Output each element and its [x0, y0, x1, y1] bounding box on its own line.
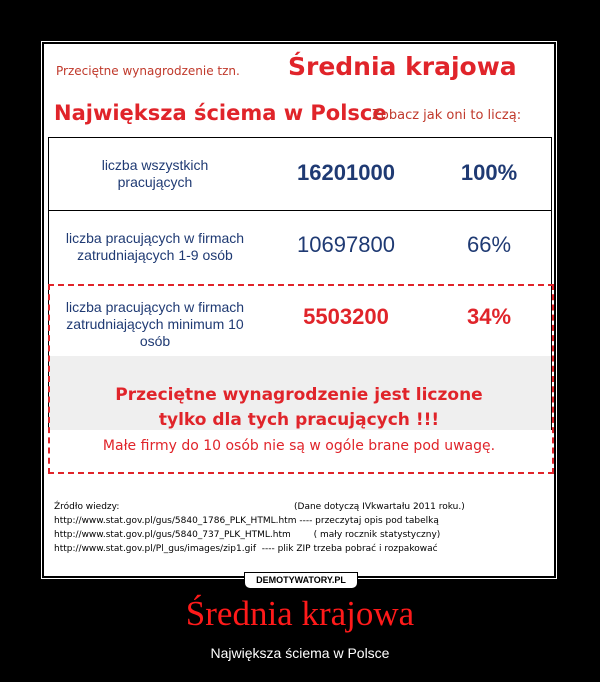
- poster-card: [44, 44, 554, 576]
- row-label: [49, 157, 261, 191]
- row-number: 16201000: [297, 160, 395, 185]
- notice-line3: Małe firmy do 10 osób nie są w ogóle brane pod uwagę.: [102, 438, 496, 454]
- watermark-badge: DEMOTYWATORY.PL: [244, 572, 358, 589]
- row-label-line: zatrudniających 1-9 osób: [77, 247, 233, 263]
- notice-line1: Przeciętne wynagrodzenie jest liczone: [115, 385, 483, 405]
- row-number: 10697800: [297, 232, 395, 257]
- row-number: 5503200: [303, 304, 389, 329]
- row-label: [49, 230, 261, 264]
- row-label-line: pracujących: [117, 174, 193, 190]
- row-percent: 100%: [460, 160, 518, 185]
- source-link[interactable]: http://www.stat.gov.pl/Pl_gus/images/zip1.gif ---- plik ZIP trzeba pobrać i rozpakować: [54, 544, 438, 554]
- caption-title: Średnia krajowa: [185, 594, 415, 633]
- row-label-line: liczba pracujących w firmach: [65, 299, 245, 315]
- header-subtitle: Przeciętne wynagrodzenie tzn.: [56, 64, 240, 78]
- caption-subtitle: Największa ściema w Polsce: [210, 645, 390, 661]
- header-see-how: Zobacz jak oni to liczą:: [372, 108, 522, 123]
- row-label-line: zatrudniających minimum 10: [66, 316, 244, 332]
- table-row: [49, 138, 551, 211]
- row-label-line: liczba wszystkich: [101, 157, 209, 173]
- row-label-line: liczba pracujących w firmach: [65, 230, 245, 246]
- row-percent: 66%: [466, 232, 512, 257]
- header-title: Największa ściema w Polsce: [54, 101, 387, 125]
- row-label-line: osób: [139, 333, 171, 349]
- table-row: [49, 211, 551, 283]
- source-link[interactable]: http://www.stat.gov.pl/gus/5840_1786_PLK_HTML.htm ---- przeczytaj opis pod tabelką: [54, 516, 439, 526]
- notice-line2: tylko dla tych pracujących !!!: [158, 410, 440, 430]
- header-main: Średnia krajowa: [288, 52, 517, 81]
- sources-note: (Dane dotyczą IVkwartału 2011 roku.): [294, 502, 465, 512]
- sources-heading: Źródło wiedzy:: [54, 502, 120, 512]
- source-link[interactable]: http://www.stat.gov.pl/gus/5840_737_PLK_HTML.htm ( mały rocznik statystyczny): [54, 530, 441, 540]
- row-percent: 34%: [466, 304, 512, 329]
